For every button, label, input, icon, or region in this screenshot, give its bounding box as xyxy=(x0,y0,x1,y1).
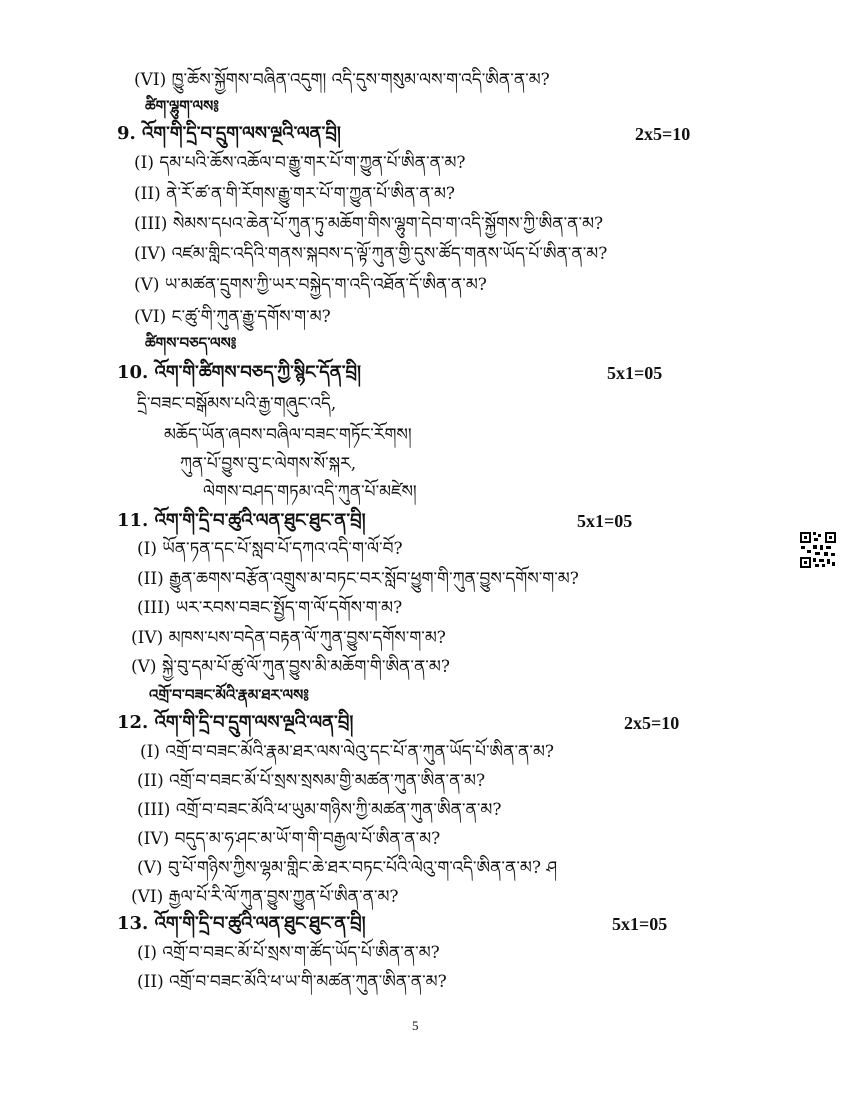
q10-verse-line-1: དྲི་བཟང་བསྒོམས་པའི་རྒྱ་གཞུང་འདི, xyxy=(137,394,337,414)
q12-marks: 2x5=10 xyxy=(624,713,680,733)
q10-verse-line-3: ཀུན་པོ་བྱུས་བུ་ང་ལེགས་སོ་སྐར, xyxy=(180,454,357,474)
q8-item-vi: (VI) ཁྱུ་ཆོས་སྐྱོགས་བཞིན་འདུག། འདི་དུས་གསུམ་ལས་ག་འདི་ཨིན་ན་མ? xyxy=(134,70,550,90)
section-heading-prose: ཚིག་ལྷུག་ལས༔ xyxy=(145,97,219,115)
q9-item-iv: (IV) འཛམ་གླིང་འདིའི་གནས་སྐབས་ད་ལྟོ་ཀུན་གྱི་དུས་ཚོད་གནས་ཡོད་པོ་ཨིན་ན་མ? xyxy=(134,244,608,264)
q11-item-iv: (IV) མཁས་པས་བདེན་བརྟན་ལོ་ཀུན་བྱུས་དགོས་ག་མ? xyxy=(131,628,446,648)
q13-item-ii: (II) འགྲོ་བ་བཟང་མོའི་ཕ་ཡ་གི་མཚན་ཀུན་ཨིན་ན་མ? xyxy=(137,972,447,992)
q9-item-i: (I) དམ་པའི་ཆོས་འཆོལ་བ་རྒྱུ་གར་པོ་ག་ཀྱུན་པོ་ཨིན་ན་མ? xyxy=(134,153,466,173)
section-heading-verse: ཚིགས་བཅད་ལས༔ xyxy=(145,334,237,352)
q9-item-v: (V) ཡ་མཚན་དྲུགས་ཀྱི་ཡར་བསྐྱེད་ག་འདི་འཐོན་དོ་ཨིན་ན་མ? xyxy=(134,275,487,295)
q12-item-ii: (II) འགྲོ་བ་བཟང་མོ་པོ་སྲས་སྲསམ་གྱི་མཚན་ཀུན་ཨིན་ན་མ? xyxy=(137,771,486,791)
q10-verse-line-4: ལེགས་བཤད་གཏམ་འདི་ཀུན་པོ་མཛེས། xyxy=(203,482,417,502)
qr-code-icon xyxy=(799,531,837,569)
section-heading-biography: འགྲོ་བ་བཟང་མོའི་རྣམ་ཐར་ལས༔ xyxy=(149,686,309,704)
q12-item-iv: (IV) བདུད་མ་ཧ་ཤང་མ་ཡོ་ག་གི་བརྒྱལ་པོ་ཨིན་ན་མ? xyxy=(137,829,441,849)
q13-item-i: (I) འགྲོ་བ་བཟང་མོ་པོ་སྲས་ག་ཚོད་ཡོད་པོ་ཨིན་ན་མ? xyxy=(137,943,440,963)
q9-item-iii: (III) སེམས་དཔའ་ཆེན་པོ་ཀུན་ཏུ་མཆོག་གིས་ལྷུག་དེབ་ག་འདི་སྐྱོགས་ཀྱི་ཨིན་ན་མ? xyxy=(134,214,604,234)
q13-marks: 5x1=05 xyxy=(612,914,668,934)
q11-heading: 11. འོག་གི་དྲི་བ་ཚུའི་ལན་ཐུང་ཐུང་ན་བྲི། xyxy=(117,510,366,531)
q11-item-v: (V) སྐྱེ་བུ་དམ་པོ་ཚུ་ལོ་ཀུན་བྱུས་མི་མཆོག་གི་ཨིན་ན་མ? xyxy=(131,657,450,677)
q12-heading: 12. འོག་གི་དྲི་བ་དྲུག་ལས་ལྔའི་ལན་བྲི། xyxy=(117,712,354,733)
q11-item-iii: (III) ཡར་རབས་བཟང་སྤྱོད་ག་ལོ་དགོས་ག་མ? xyxy=(137,598,403,618)
q10-marks: 5x1=05 xyxy=(607,363,663,383)
q9-item-ii: (II) ནེ་རོ་ཚ་ན་གི་རོགས་རྒྱུ་གར་པོ་ག་ཀྱུན་པོ་ཨིན་ན་མ? xyxy=(134,184,456,204)
q9-heading: 9. འོག་གི་དྲི་བ་དྲུག་ལས་ལྔའི་ལན་བྲི། xyxy=(117,123,341,144)
q12-item-iii: (III) འགྲོ་བ་བཟང་མོའི་ཕ་ཡུམ་གཉིས་ཀྱི་མཚན་ཀུན་ཨིན་ན་མ? xyxy=(137,800,502,820)
q12-item-vi: (VI) རྒྱལ་པོ་རི་ལོ་ཀུན་བྱུས་ཀྱུན་པོ་ཨིན་ན་མ? xyxy=(131,887,399,907)
page-number: 5 xyxy=(412,1018,419,1033)
q9-marks: 2x5=10 xyxy=(635,124,691,144)
q10-heading: 10. འོག་གི་ཚིགས་བཅད་ཀྱི་སྙིང་དོན་བྲི། xyxy=(117,362,362,383)
q9-item-vi: (VI) ང་ཚུ་གི་ཀུན་རྒྱུ་དགོས་ག་མ? xyxy=(134,307,331,327)
q11-item-i: (I) ཡོན་ཏན་དང་པོ་སླབ་པོ་དཀའ་འདི་ག་ལོ་བོ? xyxy=(137,539,403,559)
q12-item-v: (V) བུ་པོ་གཉིས་ཀྱིས་ལྷམ་གླིང་ཆེ་ཐར་བཏང་པོའི་ལེའུ་ག་འདི་ཨིན་ན་མ? ཤ xyxy=(137,858,558,878)
q11-item-ii: (II) རྒྱུན་ཆགས་བརྩོན་འགྲུས་མ་བཏང་བར་སློབ་ཕྱུག་གི་ཀུན་བྱུས་དགོས་ག་མ? xyxy=(137,569,579,589)
q12-item-i: (I) འགྲོ་བ་བཟང་མོའི་རྣམ་ཐར་ལས་ལེའུ་དང་པོ་ན་ཀུན་ཡོད་པོ་ཨིན་ན་མ? xyxy=(140,742,555,762)
q11-marks: 5x1=05 xyxy=(577,511,633,531)
q13-heading: 13. འོག་གི་དྲི་བ་ཚུའི་ལན་ཐུང་ཐུང་ན་བྲི། xyxy=(117,913,366,934)
q10-verse-line-2: མཆོད་ཡོན་ཞབས་བཞིལ་བཟང་གཏོང་རོགས། xyxy=(164,425,412,445)
